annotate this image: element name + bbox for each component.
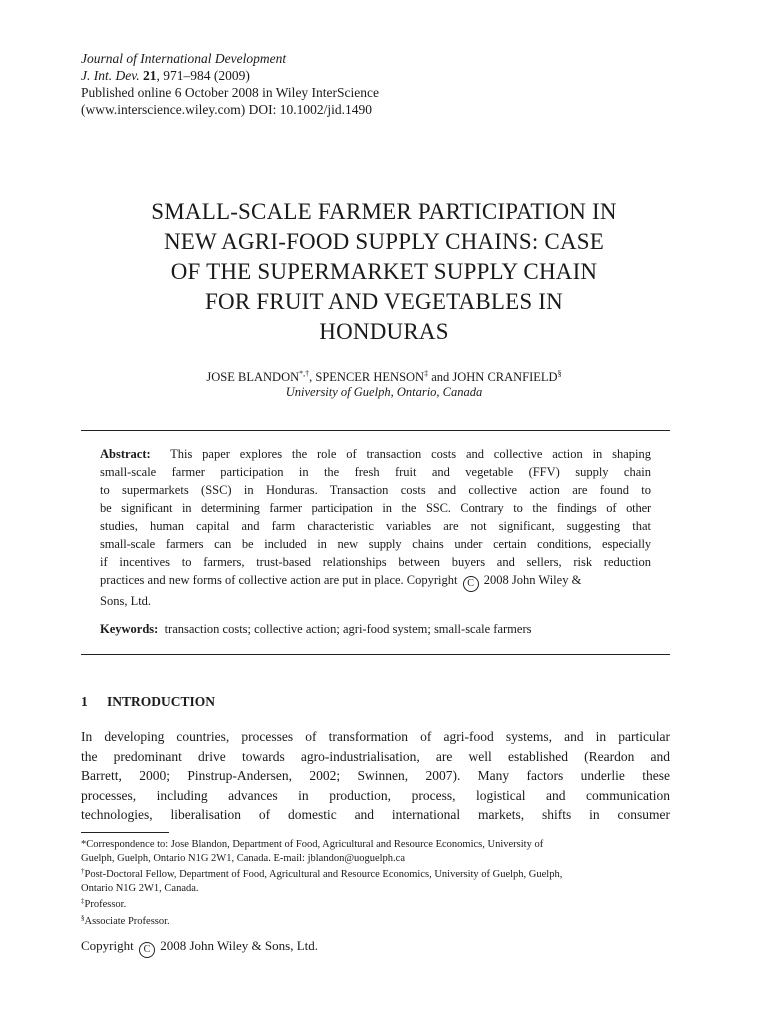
footnote-text: Professor.	[84, 899, 127, 910]
section-number: 1	[81, 694, 88, 709]
body-line: processes, including advances in production, process, logistical and communication	[81, 787, 670, 803]
journal-header	[81, 50, 379, 118]
author-name: , SPENCER HENSON	[309, 370, 425, 384]
footnote-text: Post-Doctoral Fellow, Department of Food, Agricultural and Resource Economics, University of Guelph, Guelph,	[84, 869, 563, 880]
author-name: JOSE BLANDON	[206, 370, 300, 384]
footnote-rule	[81, 832, 169, 833]
abstract-block	[100, 445, 651, 610]
journal-name: Journal of International Development	[81, 51, 287, 66]
keywords-label: Keywords:	[100, 622, 159, 636]
title-line: NEW AGRI-FOOD SUPPLY CHAINS: CASE	[163, 229, 605, 254]
abstract-line: small-scale farmers can be included in new supply chains under certain conditions, especially	[100, 537, 651, 551]
page-copyright	[81, 937, 318, 958]
footnote-mark: *	[81, 839, 87, 850]
citation-abbr: J. Int. Dev.	[81, 68, 140, 83]
abstract-bottom-rule	[81, 654, 670, 655]
author-mark: *,†	[299, 369, 310, 378]
title-line: SMALL-SCALE FARMER PARTICIPATION IN	[151, 199, 617, 224]
abstract-text: practices and new forms of collective action are put in place. Copyright	[100, 573, 458, 587]
abstract-label: Abstract:	[100, 447, 151, 461]
keywords-text: transaction costs; collective action; agri-food system; small-scale farmers	[164, 622, 532, 636]
copyright-text: 2008 John Wiley & Sons, Ltd.	[160, 938, 319, 953]
section-title: INTRODUCTION	[107, 694, 216, 709]
abstract-top-rule	[81, 430, 670, 431]
published-line: Published online 6 October 2008 in Wiley InterScience	[81, 85, 380, 100]
footnote-mark: †	[81, 867, 85, 875]
abstract-text: This paper explores the role of transaction costs and collective action in shaping	[170, 447, 651, 461]
footnote-mark: ‡	[81, 897, 85, 905]
author-mark: §	[557, 369, 562, 378]
footnotes	[81, 838, 670, 928]
abstract-line	[100, 445, 651, 463]
citation-volume: 21	[142, 68, 157, 83]
section-heading	[81, 693, 215, 711]
footnote-text: Guelph, Guelph, Ontario N1G 2W1, Canada. E-mail: jblandon@uoguelph.ca	[81, 852, 406, 864]
paper-title	[40, 197, 728, 347]
body-line: technologies, liberalisation of domestic and international markets, shifts in consumer	[81, 807, 670, 822]
doi-line: (www.interscience.wiley.com) DOI: 10.1002/jid.1490	[81, 102, 373, 117]
journal-citation	[81, 67, 379, 84]
footnote-mark: §	[81, 913, 85, 922]
abstract-line: if incentives to farmers, trust-based relationships between buyers and sellers, risk reduction	[100, 555, 651, 569]
intro-paragraph	[81, 727, 670, 825]
keywords-line	[100, 620, 660, 638]
abstract-line: studies, human capital and farm characteristic variables are not significant, suggesting that	[100, 519, 651, 533]
author-mark: ‡	[424, 369, 429, 378]
footnote	[81, 912, 670, 929]
citation-pages: , 971–984 (2009)	[156, 68, 250, 83]
footnote-text: Ontario N1G 2W1, Canada.	[81, 882, 199, 894]
copyright-icon: C	[139, 942, 155, 958]
footnote-text: Associate Professor.	[84, 915, 170, 927]
title-line: FOR FRUIT AND VEGETABLES IN	[205, 289, 563, 314]
footnote	[81, 865, 670, 882]
abstract-line: be significant in determining farmer participation in the SSC. Contrary to the findings of other	[100, 501, 651, 515]
title-line: OF THE SUPERMARKET SUPPLY CHAIN	[170, 259, 598, 284]
footnote	[81, 895, 670, 912]
title-line: HONDURAS	[319, 319, 449, 344]
abstract-line	[100, 571, 651, 592]
abstract-line: to supermarkets (SSC) in Honduras. Transaction costs and collective action are found to	[100, 483, 651, 497]
footnote	[81, 838, 670, 852]
abstract-line: Sons, Ltd.	[100, 594, 152, 608]
body-line: the predominant drive towards agro-industrialisation, are well established (Reardon and	[81, 748, 670, 764]
body-line: Barrett, 2000; Pinstrup-Andersen, 2002; Swinnen, 2007). Many factors underlie these	[81, 768, 670, 783]
affiliation: University of Guelph, Ontario, Canada	[285, 385, 483, 399]
footnote-text: Correspondence to: Jose Blandon, Department of Food, Agricultural and Resource Economics, University of	[86, 839, 544, 850]
abstract-text: 2008 John Wiley &	[483, 573, 582, 587]
author-name: and JOHN CRANFIELD	[428, 370, 558, 384]
body-line: In developing countries, processes of transformation of agri-food systems, and in particular	[81, 729, 670, 744]
copyright-icon: C	[463, 576, 479, 592]
copyright-word: Copyright	[81, 938, 134, 953]
abstract-line: small-scale farmer participation in the fresh fruit and vegetable (FFV) supply chain	[100, 465, 651, 479]
